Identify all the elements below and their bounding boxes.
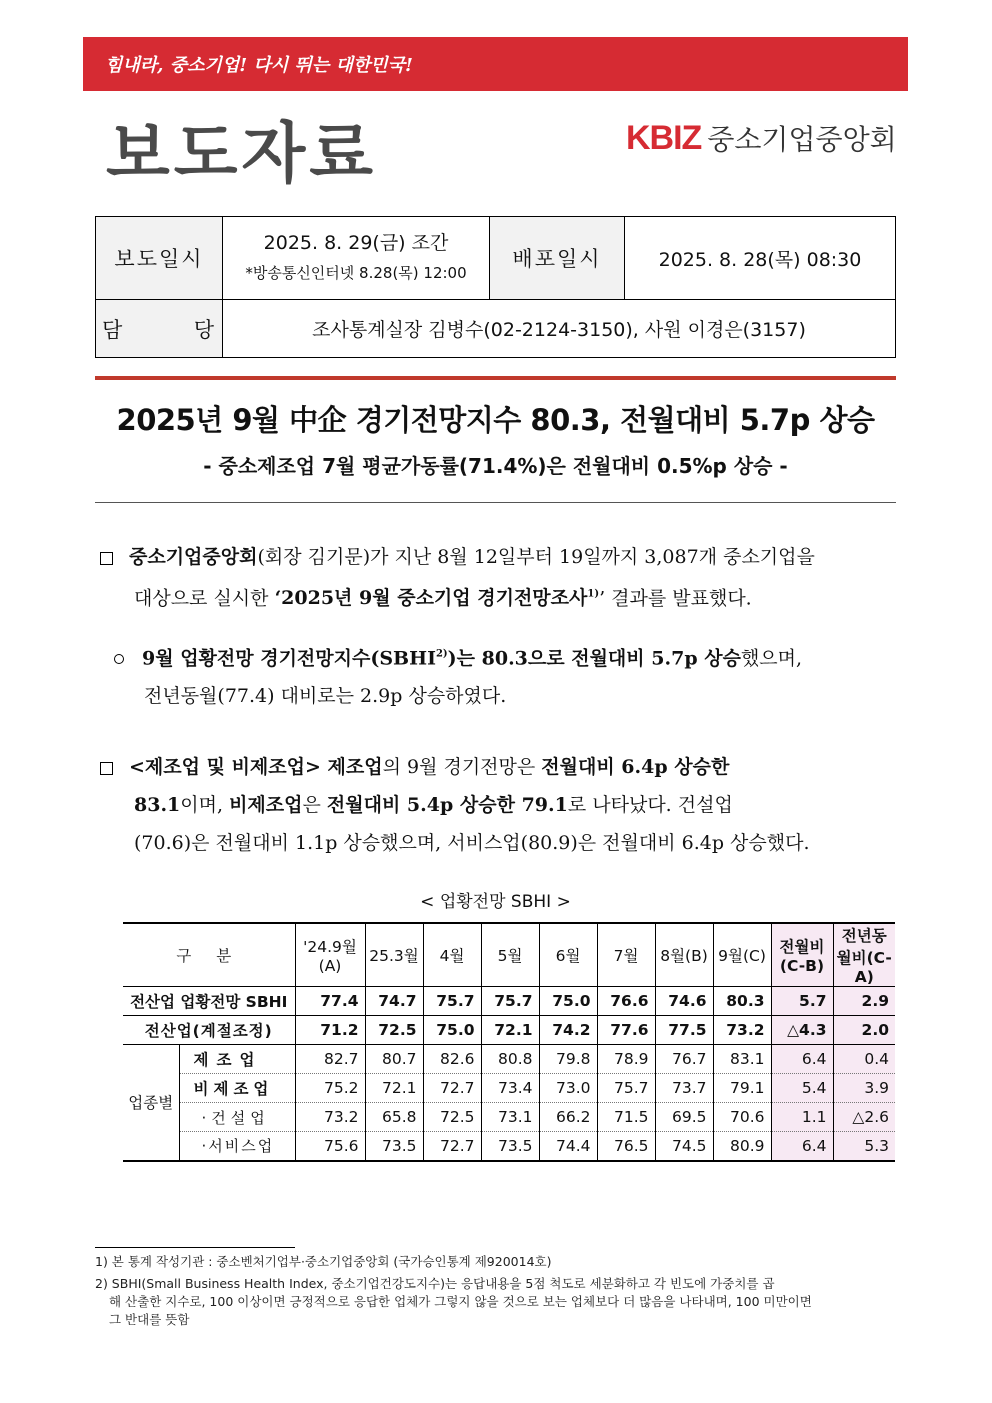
p1-survey-name: ‘2025년 9월 중소기업 경기전망조사 <box>274 587 588 610</box>
table-cell: 77.6 <box>597 1016 655 1045</box>
table-cell: 72.7 <box>423 1074 481 1103</box>
table-cell: 76.7 <box>655 1045 713 1074</box>
header-cell: '24.9월(A) <box>295 923 365 987</box>
footnote-2 <box>95 1275 900 1329</box>
table-cell: 3.9 <box>833 1074 895 1103</box>
table-cell: 75.7 <box>423 987 481 1016</box>
logo-brand: KBIZ <box>626 119 702 157</box>
footnote-rule <box>95 1247 295 1248</box>
p3-bold-2: 전월대비 6.4p 상승한 <box>541 756 730 778</box>
p1-text-1: (회장 김기문)가 지난 8월 12일부터 19일까지 3,087개 중소기업을 <box>257 546 815 568</box>
footnote-2-line-1: 2) SBHI(Small Business Health Index, 중소기업건강도지수)는 응답내용을 5점 척도로 세분화하고 각 빈도에 가중치를 곱 <box>95 1276 775 1291</box>
p3-bold-4: 비제조업 <box>229 794 303 816</box>
slogan-text: 힘내라, 중소기업! 다시 뛰는 대한민국! <box>105 55 413 76</box>
table-cell: 1.1 <box>771 1103 833 1132</box>
row-label: 제조업 <box>179 1045 295 1074</box>
p3-bold-5: 전월대비 5.4p 상승한 79.1 <box>326 794 568 816</box>
p2-text-2: 전년동월(77.4) 대비로는 2.9p 상승하였다. <box>144 685 507 708</box>
table-row <box>123 1103 895 1132</box>
table-header-row <box>123 923 895 987</box>
subheadline: - 중소제조업 7월 평균가동률(71.4%)은 전월대비 0.5%p 상승 - <box>203 454 788 478</box>
table-cell: 72.5 <box>365 1016 423 1045</box>
table-row <box>123 1045 895 1074</box>
table-cell: 5.3 <box>833 1132 895 1161</box>
kbiz-logo <box>626 118 897 158</box>
row-label: 전산업 업황전망 SBHI <box>123 987 295 1016</box>
table-cell: 77.5 <box>655 1016 713 1045</box>
p1-survey <box>275 587 600 609</box>
subhead-rule <box>95 502 896 503</box>
slogan-banner <box>83 37 908 91</box>
table-cell: 73.1 <box>481 1103 539 1132</box>
table-cell: 80.9 <box>713 1132 771 1161</box>
table-row <box>123 1132 895 1161</box>
paragraph-3 <box>100 748 900 862</box>
table-cell: 78.9 <box>597 1045 655 1074</box>
table-cell: 73.2 <box>713 1016 771 1045</box>
footnote-ref-1: 1) <box>587 589 600 600</box>
table-cell: 6.4 <box>771 1132 833 1161</box>
footnote-2-line-3: 그 반대를 뜻함 <box>109 1312 190 1327</box>
p3-text-2: 이며, <box>180 794 230 816</box>
p3-bold-1: <제조업 및 비제조업> 제조업 <box>129 756 383 778</box>
table-row <box>123 987 895 1016</box>
table-cell: 83.1 <box>713 1045 771 1074</box>
table-cell: 82.6 <box>423 1045 481 1074</box>
table-cell: 75.6 <box>295 1132 365 1161</box>
table-cell: 75.0 <box>539 987 597 1016</box>
table-cell: △2.6 <box>833 1103 895 1132</box>
p3-text-3: 은 <box>302 794 327 816</box>
table-cell: 73.5 <box>365 1132 423 1161</box>
footnote-ref-2: 2) <box>435 649 448 660</box>
table-cell: 75.7 <box>597 1074 655 1103</box>
contact-label: 담 당 <box>96 300 223 358</box>
logo-org: 중소기업중앙회 <box>707 123 897 156</box>
header-cell: 6월 <box>539 923 597 987</box>
table-cell: 75.0 <box>423 1016 481 1045</box>
release-label: 보도일시 <box>96 217 223 300</box>
paragraph-1 <box>100 538 900 617</box>
dist-label: 배포일시 <box>490 217 625 300</box>
row-label: 전산업(계절조정) <box>123 1016 295 1045</box>
release-date: 2025. 8. 29(금) 조간 <box>263 232 449 254</box>
table-cell: 76.6 <box>597 987 655 1016</box>
table-cell: 66.2 <box>539 1103 597 1132</box>
group-label: 업종별 <box>123 1045 179 1161</box>
square-bullet-icon <box>100 762 113 775</box>
table-cell: 74.4 <box>539 1132 597 1161</box>
table-cell: 79.8 <box>539 1045 597 1074</box>
table-cell: 74.7 <box>365 987 423 1016</box>
square-bullet-icon <box>100 552 113 565</box>
header-cell: 9월(C) <box>713 923 771 987</box>
release-info-table <box>95 216 896 358</box>
table-cell: 5.4 <box>771 1074 833 1103</box>
p3-text-5: (70.6)은 전월대비 1.1p 상승했으며, 서비스업(80.9)은 전월대비 6.4p 상승했다. <box>134 832 810 854</box>
table-cell: 72.1 <box>365 1074 423 1103</box>
table-cell: 71.5 <box>597 1103 655 1132</box>
sbhi-table <box>123 922 895 1162</box>
doc-type-title: 보도자료 <box>106 115 378 192</box>
table-title: < 업황전망 SBHI > <box>420 892 571 912</box>
table-cell: 80.8 <box>481 1045 539 1074</box>
dist-date: 2025. 8. 28(목) 08:30 <box>625 217 896 300</box>
table-cell: △4.3 <box>771 1016 833 1045</box>
p3-text-4: 로 나타났다. 건설업 <box>567 794 733 816</box>
header-cell: 4월 <box>423 923 481 987</box>
row-label: 비제조업 <box>179 1074 295 1103</box>
table-cell: 2.9 <box>833 987 895 1016</box>
p2-bold-2: )는 80.3으로 전월대비 5.7p 상승 <box>447 647 741 670</box>
table-cell: 74.6 <box>655 987 713 1016</box>
p2-bold-1: 9월 업황전망 경기전망지수(SBHI <box>142 647 436 670</box>
table-cell: 5.7 <box>771 987 833 1016</box>
table-cell: 2.0 <box>833 1016 895 1045</box>
footnote-2-line-2: 해 산출한 지수로, 100 이상이면 긍정적으로 응답한 업체가 그렇지 않을 것으로 보는 업체보다 더 많음을 나타내며, 100 미만이면 <box>109 1294 812 1309</box>
footnote-1: 1) 본 통계 작성기관 : 중소벤처기업부·중소기업중앙회 (국가승인통계 제920014호) <box>95 1254 552 1269</box>
title-rule <box>95 376 896 380</box>
contact-info: 조사통계실장 김병수(02-2124-3150), 사원 이경은(3157) <box>223 300 896 358</box>
table-cell: 76.5 <box>597 1132 655 1161</box>
table-cell: 75.2 <box>295 1074 365 1103</box>
table-cell: 65.8 <box>365 1103 423 1132</box>
table-cell: 70.6 <box>713 1103 771 1132</box>
table-cell: 72.5 <box>423 1103 481 1132</box>
table-row <box>123 1016 895 1045</box>
release-date-cell <box>223 217 490 300</box>
table-cell: 72.7 <box>423 1132 481 1161</box>
table-cell: 79.1 <box>713 1074 771 1103</box>
header-cell: 7월 <box>597 923 655 987</box>
p3-bold-3: 83.1 <box>134 794 181 816</box>
p3-text-1: 의 9월 경기전망은 <box>382 756 542 778</box>
release-note: *방송통신인터넷 8.28(목) 12:00 <box>245 264 467 282</box>
row-label: ·서비스업 <box>179 1132 295 1161</box>
table-cell: 73.0 <box>539 1074 597 1103</box>
table-cell: 73.2 <box>295 1103 365 1132</box>
p2-text-1: 했으며, <box>740 647 803 670</box>
table-cell: 72.1 <box>481 1016 539 1045</box>
table-cell: 75.7 <box>481 987 539 1016</box>
table-cell: 80.3 <box>713 987 771 1016</box>
table-cell: 74.2 <box>539 1016 597 1045</box>
table-row <box>123 1074 895 1103</box>
circle-bullet-icon <box>114 654 124 664</box>
header-cell: 구 분 <box>123 923 295 987</box>
header-cell: 8월(B) <box>655 923 713 987</box>
row-label: ·건설업 <box>179 1103 295 1132</box>
header-cell: 전년동월비(C-A) <box>833 923 895 987</box>
header-cell: 5월 <box>481 923 539 987</box>
p1-text-3: ’ 결과를 발표했다. <box>599 587 752 610</box>
p1-org: 중소기업중앙회 <box>129 546 258 568</box>
table-cell: 6.4 <box>771 1045 833 1074</box>
header-cell: 25.3월 <box>365 923 423 987</box>
table-cell: 0.4 <box>833 1045 895 1074</box>
table-cell: 80.7 <box>365 1045 423 1074</box>
headline: 2025년 9월 中企 경기전망지수 80.3, 전월대비 5.7p 상승 <box>116 403 875 437</box>
table-cell: 69.5 <box>655 1103 713 1132</box>
header-cell: 전월비(C-B) <box>771 923 833 987</box>
table-cell: 74.5 <box>655 1132 713 1161</box>
table-cell: 73.4 <box>481 1074 539 1103</box>
table-cell: 73.5 <box>481 1132 539 1161</box>
paragraph-2 <box>114 636 904 715</box>
table-cell: 71.2 <box>295 1016 365 1045</box>
table-cell: 73.7 <box>655 1074 713 1103</box>
table-cell: 82.7 <box>295 1045 365 1074</box>
table-cell: 77.4 <box>295 987 365 1016</box>
p1-text-2: 대상으로 실시한 <box>134 587 275 610</box>
